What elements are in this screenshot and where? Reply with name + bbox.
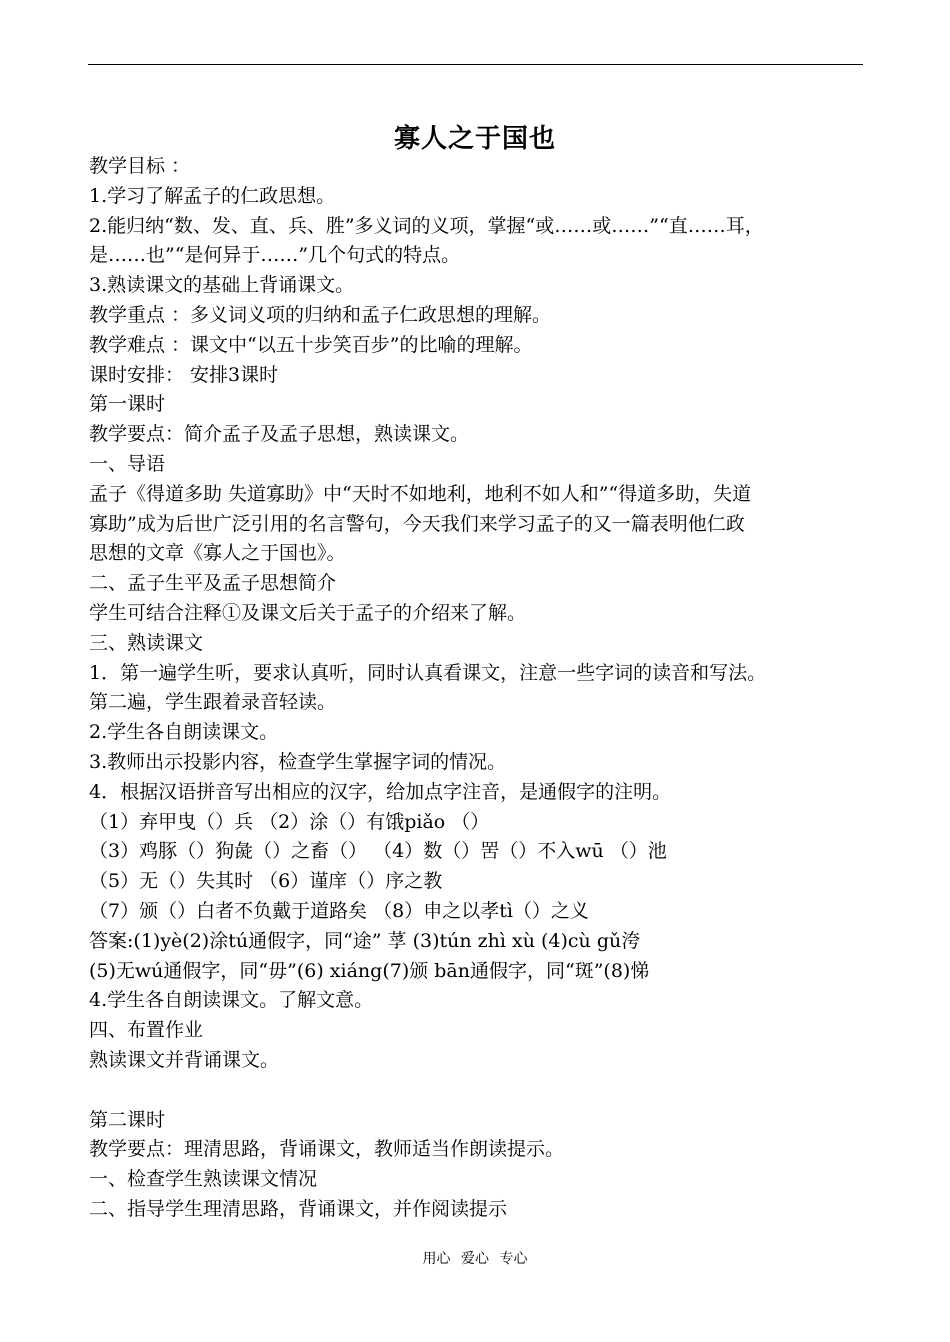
text-line: 教学重点 ：多义词义项的归纳和孟子仁政思想的理解。 bbox=[89, 303, 552, 326]
text-line: 寡助”成为后世广泛引用的名言警句，今天我们来学习孟子的又一篇表明他仁政 bbox=[89, 512, 745, 535]
text-line: (5)无wú通假字，同“毋”(6) xiáng(7)颁 bān通假字，同“斑”(8)悌 bbox=[89, 959, 650, 982]
text-line: 第一课时 bbox=[89, 393, 166, 416]
text-line: （7）颁（）白者不负戴于道路矣 （8）申之以孝tì（）之义 bbox=[89, 899, 589, 922]
text-line: 思想的文章《寡人之于国也》。 bbox=[89, 542, 346, 565]
text-line: 三、熟读课文 bbox=[89, 631, 204, 654]
text-line: 3.教师出示投影内容，检查学生掌握字词的情况。 bbox=[89, 750, 507, 773]
document-body bbox=[89, 152, 869, 1225]
text-line: 一、导语 bbox=[89, 452, 166, 475]
text-line: （3）鸡豚（）狗彘（）之畜（） （4）数（）罟（）不入wū （）池 bbox=[89, 840, 667, 863]
text-line: 课时安排： 安排3课时 bbox=[89, 363, 279, 386]
text-line: 3.熟读课文的基础上背诵课文。 bbox=[89, 274, 355, 297]
text-line: 4.学生各自朗读课文。了解文意。 bbox=[89, 989, 374, 1012]
text-line: 2.能归纳“数、发、直、兵、胜”多义词的义项，掌握“或……或……”“直……耳， bbox=[89, 214, 764, 237]
text-line: 教学要点：简介孟子及孟子思想，熟读课文。 bbox=[89, 423, 470, 446]
text-line: 二、孟子生平及孟子思想简介 bbox=[89, 572, 337, 595]
text-line: 教学要点：理清思路，背诵课文，教师适当作朗读提示。 bbox=[89, 1138, 565, 1161]
text-line: 是……也”“是何异于……”几个句式的特点。 bbox=[89, 244, 461, 267]
header-rule bbox=[88, 64, 863, 65]
text-line: 熟读课文并背诵课文。 bbox=[89, 1048, 280, 1071]
text-line: 教学难点 ：课文中“以五十步笑百步”的比喻的理解。 bbox=[89, 333, 533, 356]
text-line: 4．根据汉语拼音写出相应的汉字，给加点字注音，是通假字的注明。 bbox=[89, 780, 672, 803]
text-line: 教学目标 ： bbox=[89, 155, 191, 177]
text-line: （5）无（）失其时 （6）谨庠（）序之教 bbox=[89, 870, 443, 893]
text-line: 第二课时 bbox=[89, 1108, 166, 1131]
page-footer: 用心 爱心 专心 bbox=[422, 1251, 528, 1267]
document-title: 寡人之于国也 bbox=[393, 124, 556, 154]
text-line: 学生可结合注释①及课文后关于孟子的介绍来了解。 bbox=[89, 601, 527, 624]
text-line: 四、布置作业 bbox=[89, 1019, 204, 1042]
text-line: 1.学习了解孟子的仁政思想。 bbox=[89, 184, 336, 207]
text-line: 二、指导学生理清思路，背诵课文，并作阅读提示 bbox=[89, 1197, 508, 1220]
text-line: 第二遍，学生跟着录音轻读。 bbox=[89, 691, 337, 714]
text-line: 1．第一遍学生听，要求认真听，同时认真看课文，注意一些字词的读音和写法。 bbox=[89, 661, 767, 684]
text-line: （1）弃甲曳（）兵 （2）涂（）有饿piǎo （） bbox=[89, 810, 490, 833]
text-line: 答案:(1)yè(2)涂tú通假字，同“途” 莩 (3)tún zhì xù (4)cù gǔ洿 bbox=[89, 929, 641, 952]
text-line: 2.学生各自朗读课文。 bbox=[89, 721, 279, 744]
blank-line bbox=[89, 1076, 869, 1106]
text-line: 一、检查学生熟读课文情况 bbox=[89, 1168, 318, 1191]
text-line: 孟子《得道多助 失道寡助》中“天时不如地利，地利不如人和”“得道多助，失道 bbox=[89, 482, 752, 505]
